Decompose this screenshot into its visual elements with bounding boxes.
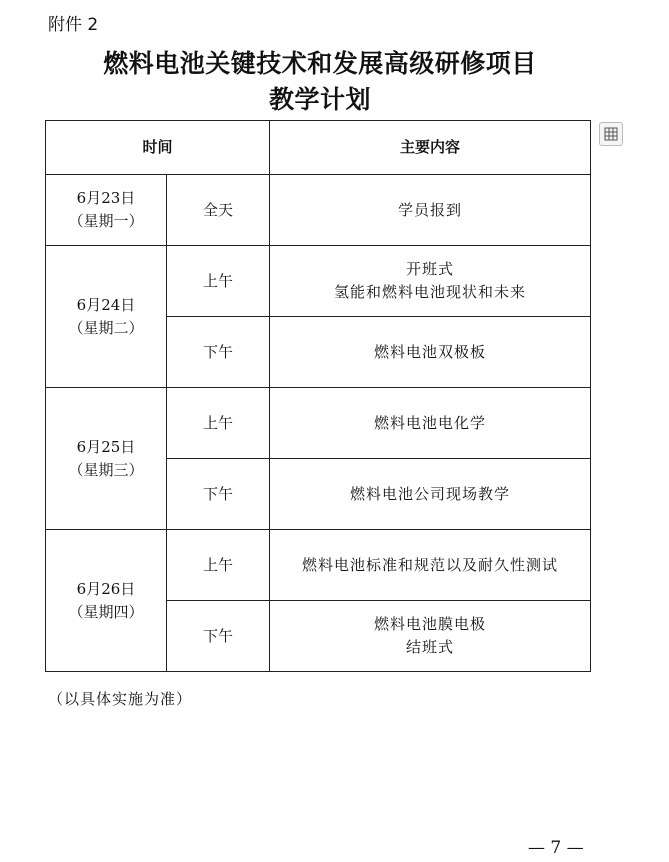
- schedule-table: [45, 120, 591, 672]
- content-cell: [270, 459, 591, 530]
- annex-label: 附件 2: [48, 15, 99, 35]
- content-text: 学员报到: [398, 200, 463, 219]
- period-cell: 全天: [167, 175, 270, 246]
- period-cell: 下午: [167, 459, 270, 530]
- date-cell: [46, 388, 167, 530]
- weekday-text: （星期一）: [68, 212, 144, 230]
- weekday-text: （星期二）: [68, 318, 144, 337]
- content-text: 燃料电池标准和规范以及耐久性测试: [302, 555, 559, 574]
- content-cell: [270, 601, 591, 672]
- weekday-text: （星期三）: [68, 460, 144, 479]
- date-text: 6月26日: [76, 579, 136, 598]
- table-view-icon[interactable]: [599, 122, 623, 146]
- table-header-row: [46, 121, 591, 175]
- content-text: 燃料电池膜电极: [374, 615, 487, 633]
- period-cell: 下午: [167, 317, 270, 388]
- date-cell: [46, 246, 167, 388]
- content-text: 结班式: [406, 638, 455, 656]
- content-cell: [270, 530, 591, 601]
- header-time: 时间: [46, 121, 270, 175]
- period-cell: 上午: [167, 530, 270, 601]
- content-text: 燃料电池电化学: [374, 413, 487, 432]
- content-text: 氢能和燃料电池现状和未来: [334, 283, 527, 301]
- content-cell: [270, 175, 591, 246]
- period-cell: 上午: [167, 388, 270, 459]
- date-text: 6月23日: [76, 189, 136, 207]
- content-text: 开班式: [406, 260, 455, 278]
- table-view-icon-glyph: [604, 127, 618, 141]
- page-number: — 7 —: [528, 838, 584, 858]
- table-row: [46, 175, 591, 246]
- footnote: （以具体实施为准）: [48, 690, 193, 708]
- content-cell: [270, 246, 591, 317]
- period-cell: 下午: [167, 601, 270, 672]
- date-cell: [46, 175, 167, 246]
- date-cell: [46, 530, 167, 672]
- date-text: 6月24日: [76, 295, 136, 314]
- content-text: 燃料电池公司现场教学: [350, 484, 511, 503]
- content-cell: [270, 317, 591, 388]
- header-content: 主要内容: [270, 121, 591, 175]
- document-subtitle: 教学计划: [268, 85, 371, 114]
- period-cell: 上午: [167, 246, 270, 317]
- weekday-text: （星期四）: [68, 602, 144, 621]
- content-text: 燃料电池双极板: [374, 342, 487, 361]
- table-row: [46, 388, 591, 459]
- date-text: 6月25日: [76, 437, 136, 456]
- table-row: [46, 530, 591, 601]
- content-cell: [270, 388, 591, 459]
- document-title: 燃料电池关键技术和发展高级研修项目: [103, 49, 537, 78]
- table-row: [46, 246, 591, 317]
